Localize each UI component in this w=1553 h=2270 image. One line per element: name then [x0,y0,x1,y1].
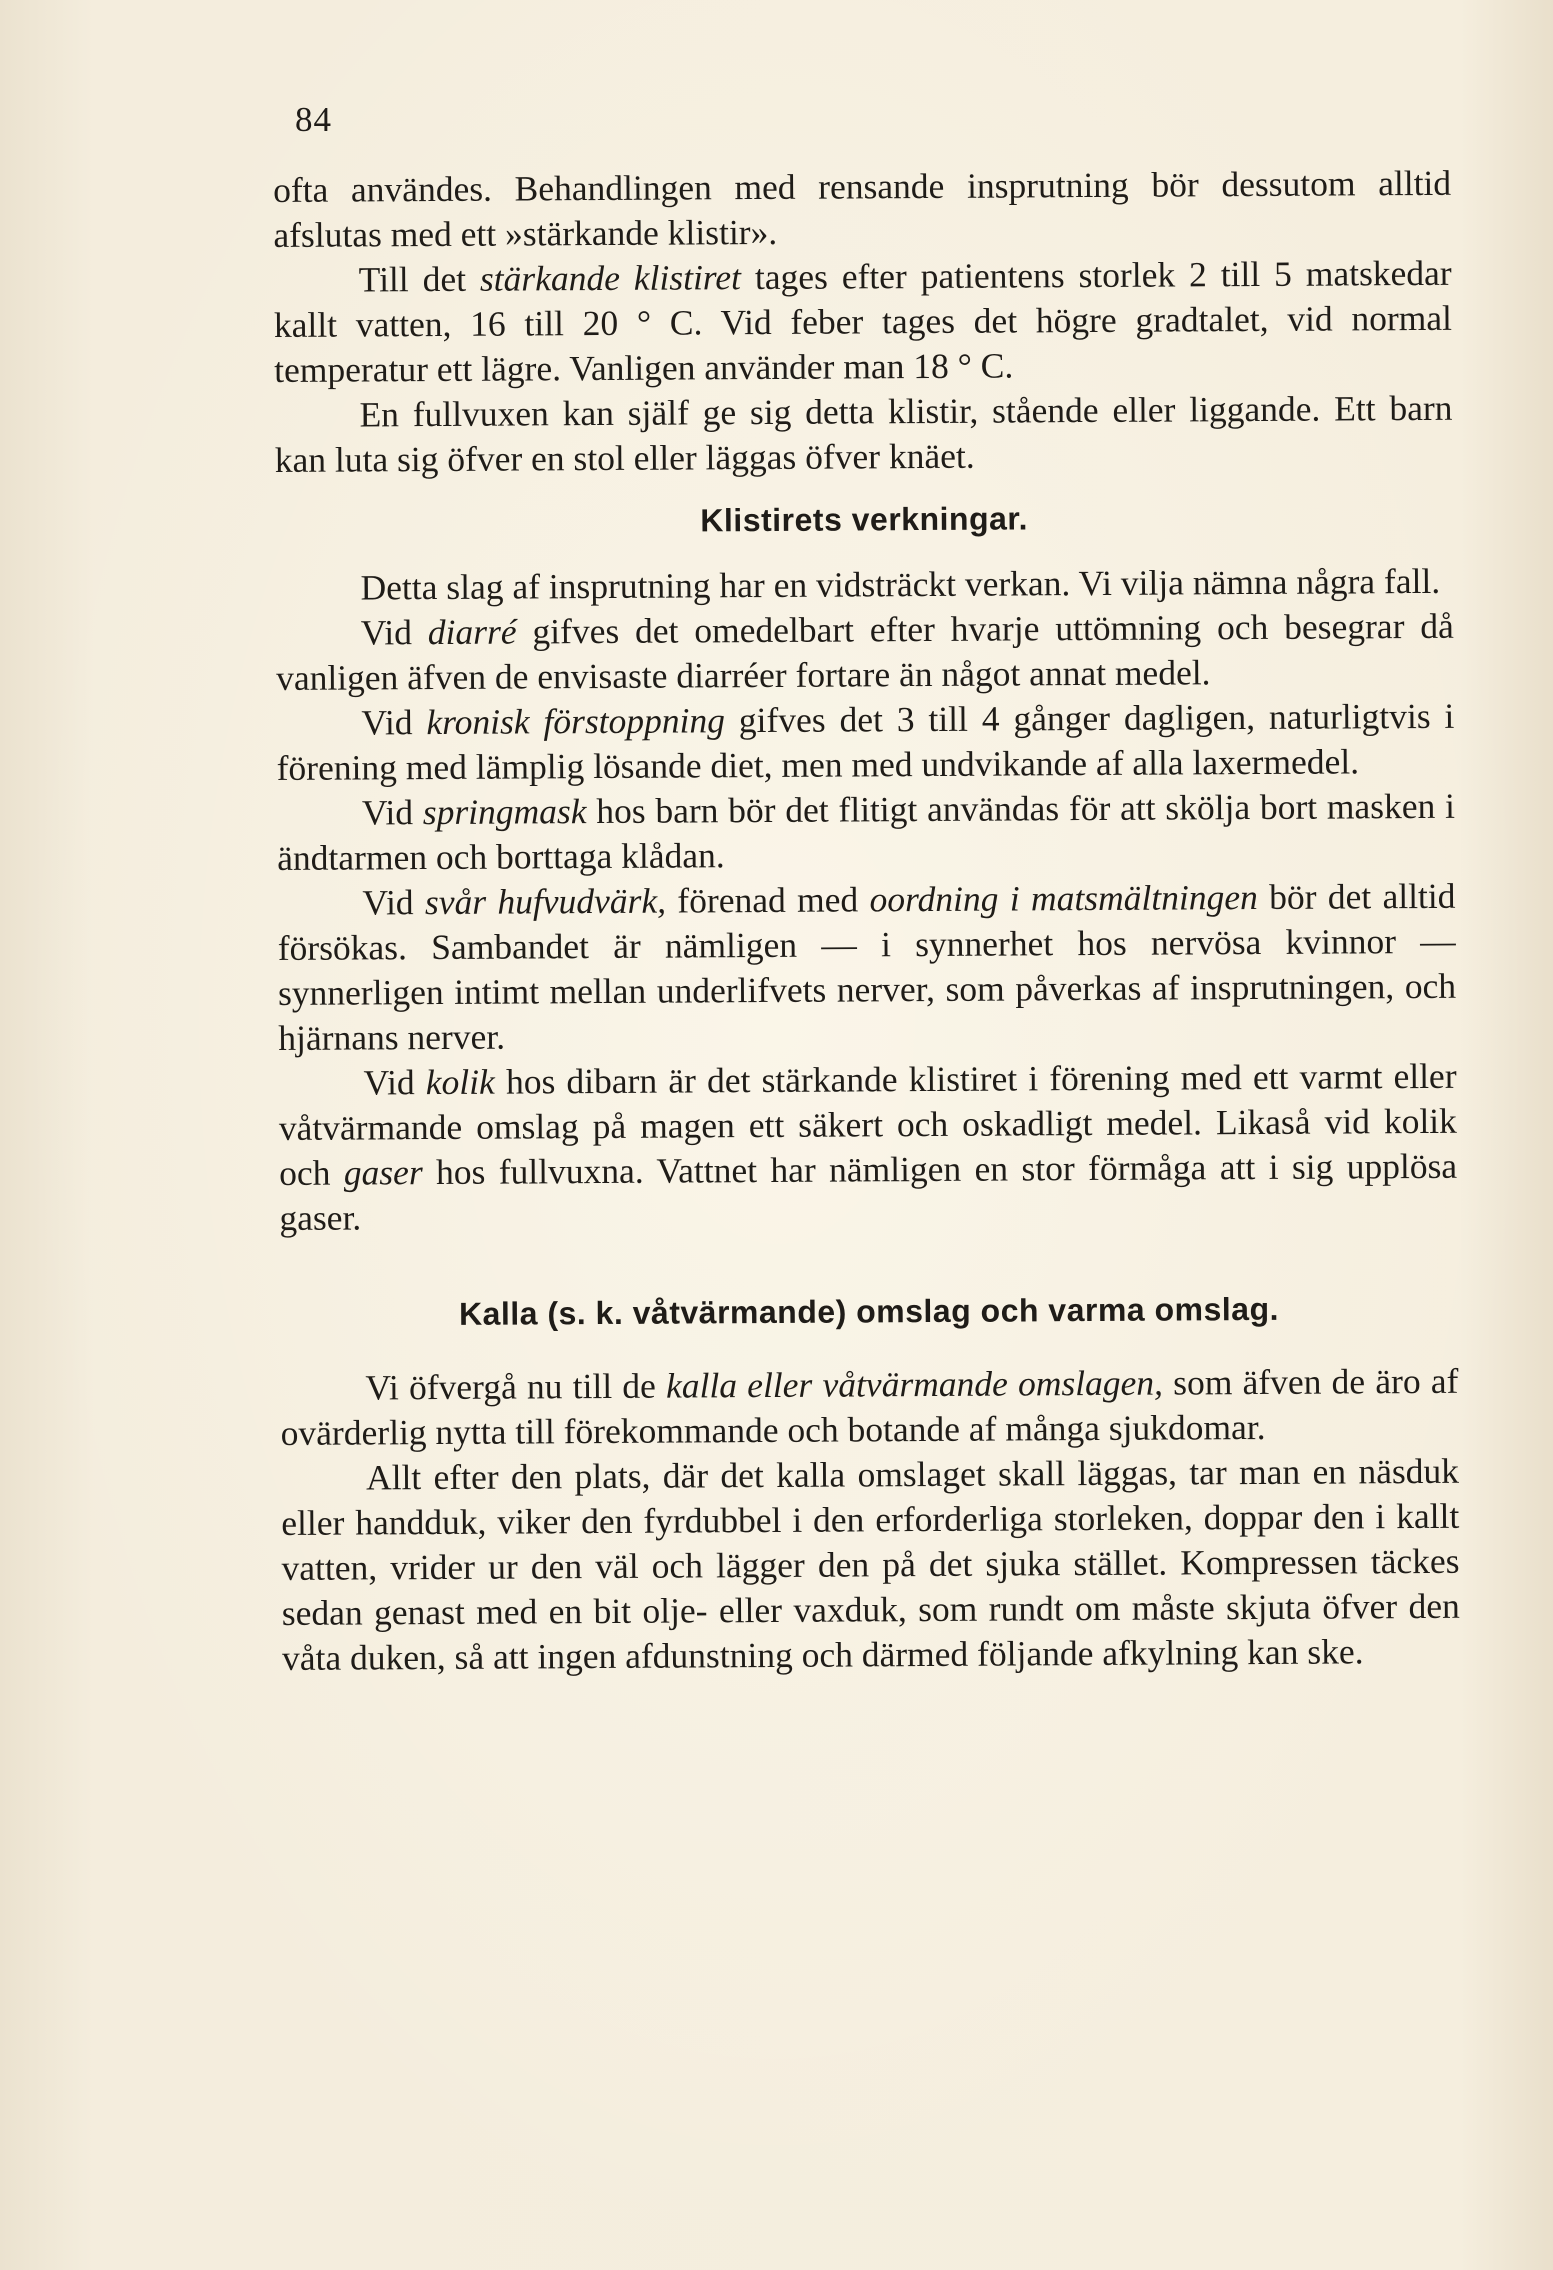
text-run: hos barn bör det flitigt användas för att skölja bort masken i ändtarmen och borttaga klådan. [277,785,1456,878]
text-run: Vid [363,1062,426,1103]
section-heading: Klistirets verkningar. [700,500,1029,539]
paragraph [280,1359,1459,1456]
text-run: bör det alltid försökas. Sambandet är nämligen — i synnerhet hos nervösa kvinnor — synnerligen intimt mellan underlifvets nerver, som påverkas af insprutningen, och hjärnans nerver. [277,875,1457,1058]
paragraph: En fullvuxen kan själf ge sig detta klistir, stående eller liggande. Ett barn kan luta sig öfver en stol eller läggas öfver knäet. [274,387,1453,480]
paragraph: ofta användes. Behandlingen med rensande insprutning bör dessutom alltid afslutas med ett »stärkande klistir». [273,162,1452,255]
paragraph: Allt efter den plats, där det kalla omslaget skall läggas, tar man en näsduk eller handduk, viker den fyrdubbel i den erforderliga storleken, doppar den i kallt vatten, vrider ur den väl och lägger den på det sjuka stället. Kompressen täckes sedan genast med en bit olje- eller vaxduk, som rundt om måste skjuta öfver den våta duken, så att ingen afdunstning och därmed följande afkylning kan ske. [281,1450,1460,1678]
text-run: Vid [361,702,427,743]
paragraph [274,251,1453,393]
text-run: gifves det omedelbart efter hvarje uttömning och besegrar då vanligen äfven de envisaste diarréer fortare än något annat medel. [275,605,1454,698]
paragraph [277,874,1456,1061]
text-run: gifves det 3 till 4 gånger dagligen, naturligtvis i förening med lämplig lösande diet, men med undvikande af alla laxermedel. [276,695,1455,788]
emphasis: kronisk förstoppning [426,700,726,743]
emphasis: oordning i matsmältningen [869,876,1258,920]
paragraph [277,784,1456,881]
page-number: 84 [295,100,332,139]
text-run: Vid [362,882,426,923]
paragraph: Detta slag af insprutning har en vidsträckt verkan. Vi vilja nämna några fall. [360,560,1441,608]
text-run: förenad med [665,879,870,921]
emphasis: stärkande klistiret [479,257,742,299]
text-run: tages efter patientens storlek 2 till 5 matskedar kallt vatten, 16 till 20 ° C. Vid feber tages det högre gradtalet, vid normal temperatur ett lägre. Vanligen använder man 18 ° C. [273,252,1453,390]
emphasis: springmask [422,791,587,833]
page-body [273,161,1460,1681]
text-run: Vid [361,792,423,833]
text-run: Vid [360,612,428,653]
emphasis: kalla eller våtvärmande omslagen, [665,1362,1164,1406]
emphasis: svår hufvudvärk, [424,880,667,923]
paragraph [278,1054,1457,1241]
emphasis: gaser [343,1152,423,1193]
text-run: Till det [358,258,481,300]
text-run: som äfven de äro af ovärderlig nytta till förekommande och botande af många sjukdomar. [280,1360,1459,1453]
emphasis: diarré [427,611,517,653]
paragraph [276,694,1455,791]
emphasis: kolik [425,1061,495,1103]
text-run: hos fullvuxna. Vattnet har nämligen en stor förmåga att i sig upplösa gaser. [279,1145,1458,1238]
section-heading: Kalla (s. k. våtvärmande) omslag och varma omslag. [458,1290,1280,1332]
text-run: Vi öfvergå nu till de [365,1365,667,1408]
text-run: hos dibarn är det stärkande klistiret i förening med ett varmt eller våtvärmande omslag på magen ett säkert och oskadligt medel. Likaså vid kolik och [278,1055,1457,1193]
paragraph [276,604,1455,701]
